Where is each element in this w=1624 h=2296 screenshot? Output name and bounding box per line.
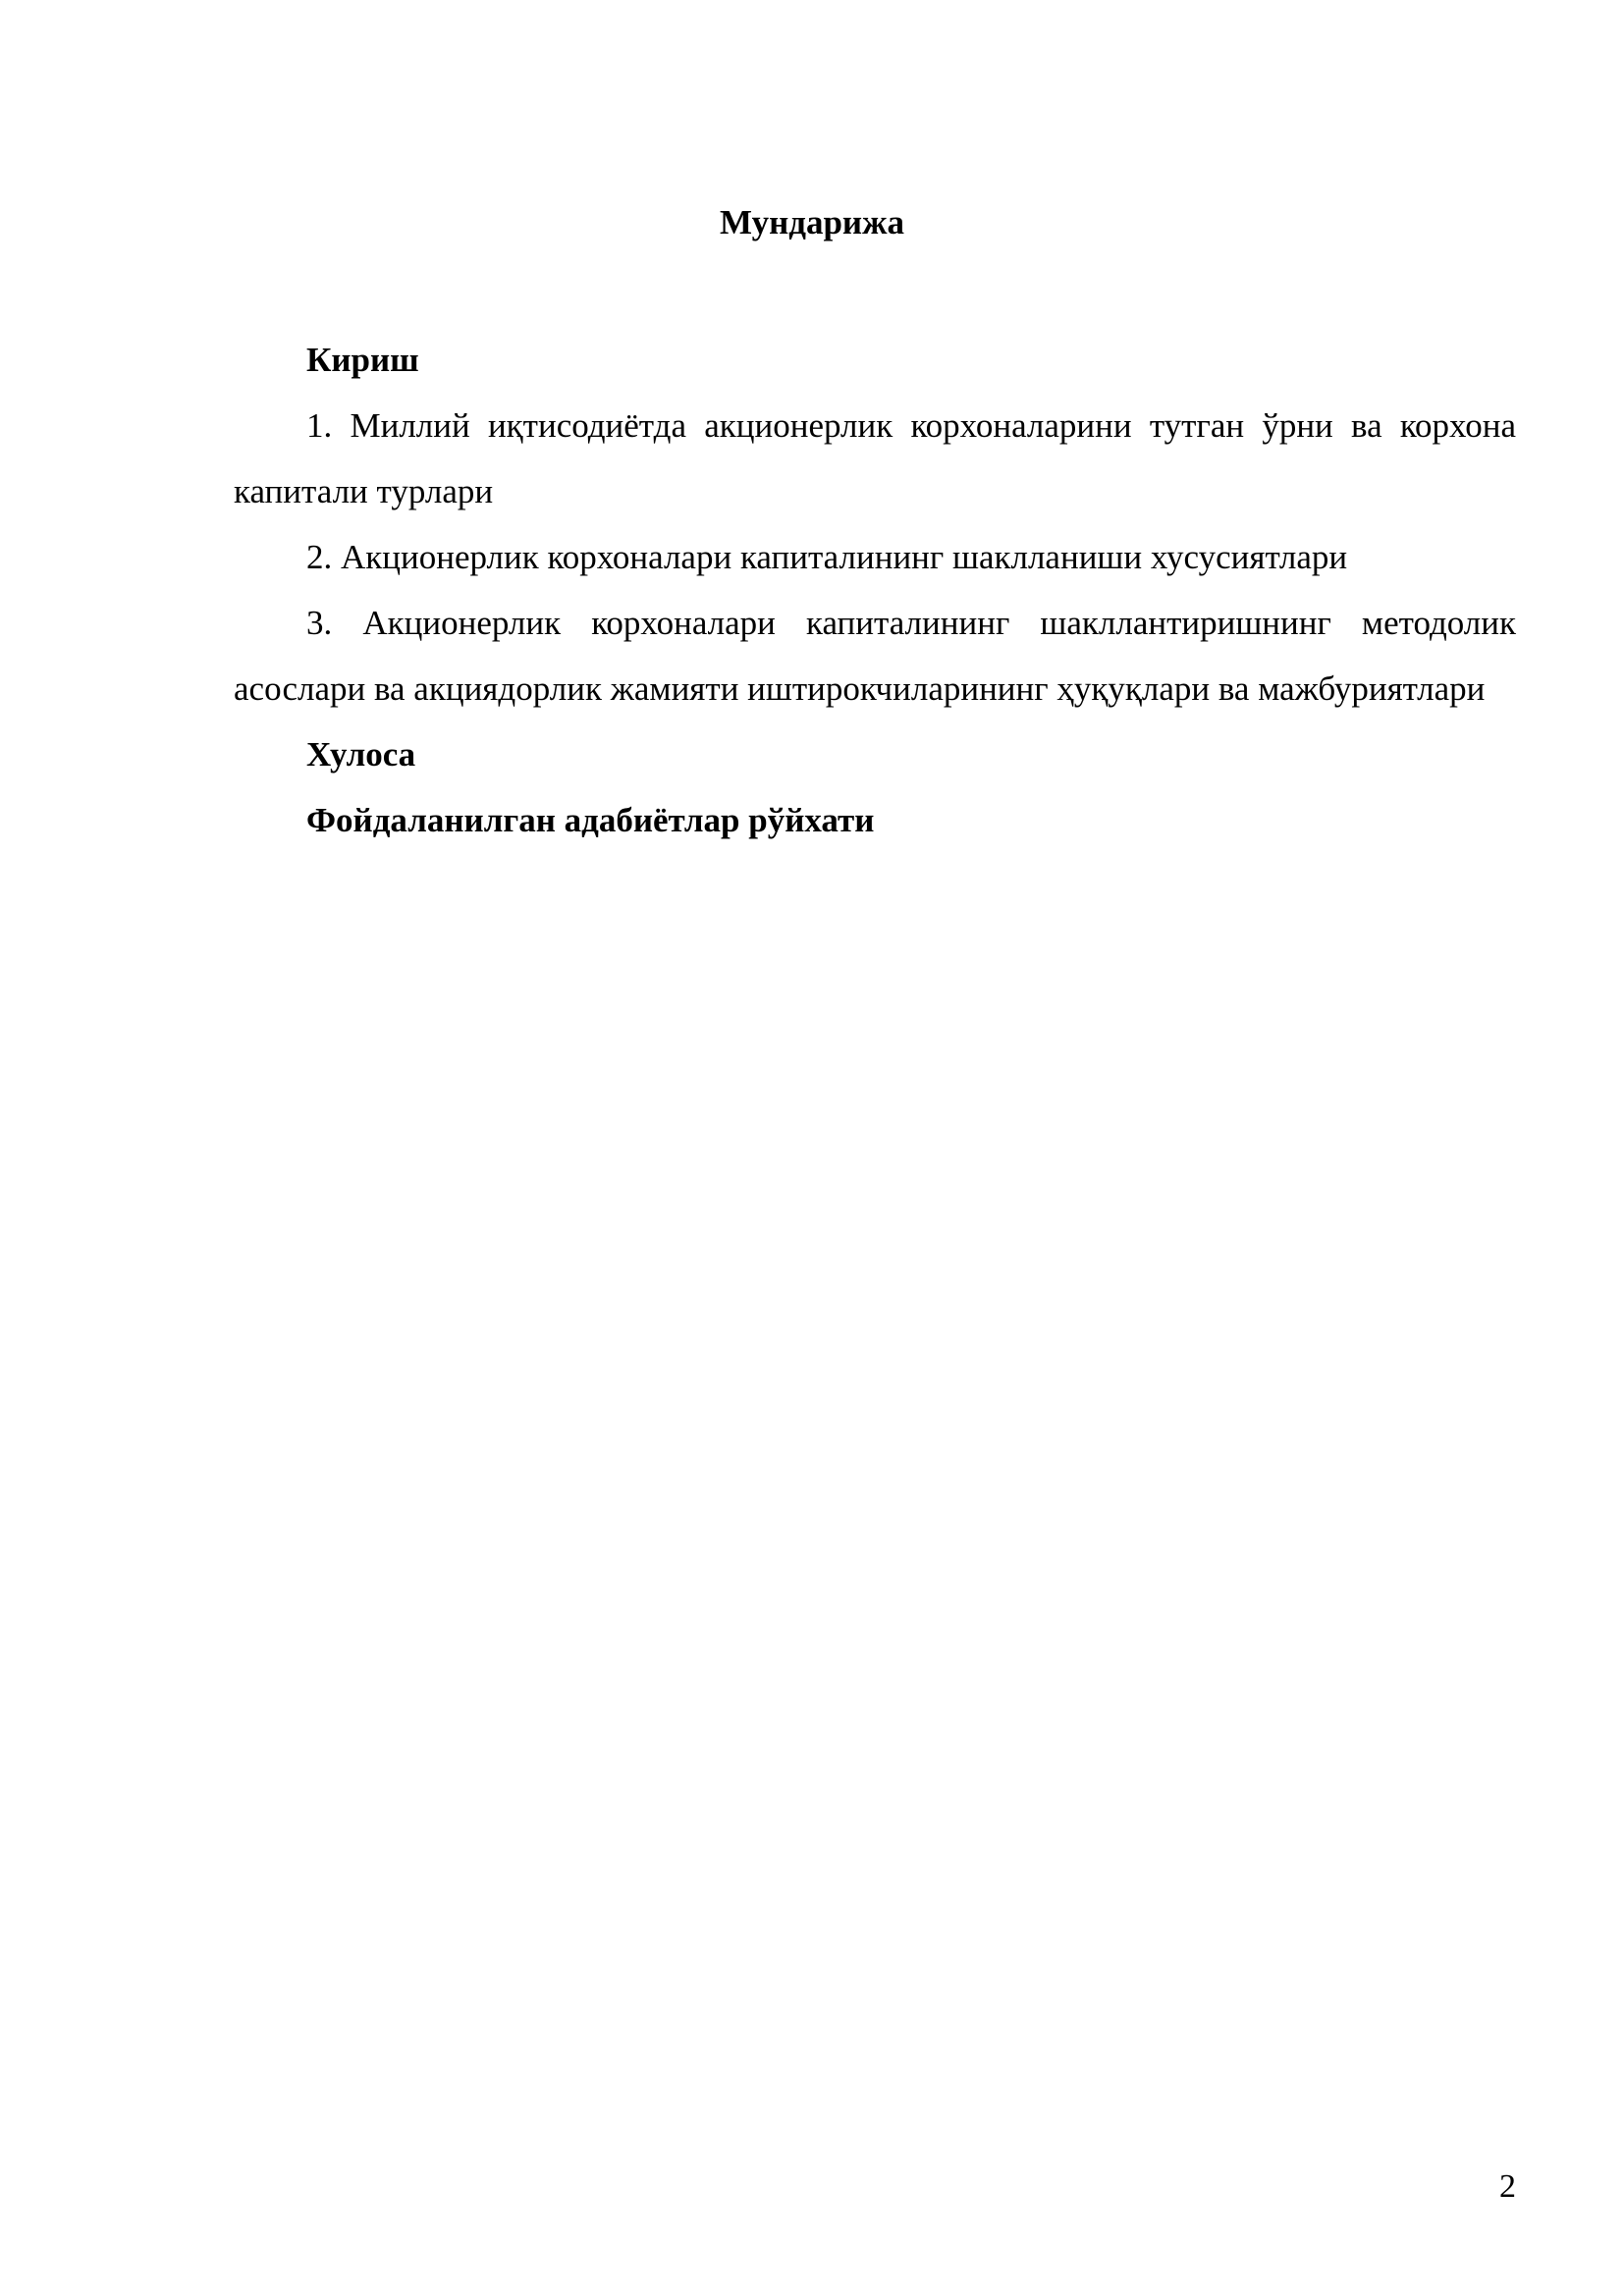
toc-entry-conclusion: Хулоса [306, 735, 416, 774]
toc-entry-chapter-3: 3. Акционерлик корхоналари капиталининг шакллантиришнинг методолик асослари ва акциядорлик жамияти иштирокчиларининг ҳуқуқлари ва мажбуриятлари [234, 604, 1516, 708]
toc-entry-references: Фойдаланилган адабиётлар рўйхати [306, 801, 875, 839]
toc-entry-chapter-1: 1. Миллий иқтисодиётда акционерлик корхоналарини тутган ўрни ва корхона капитали турлари [234, 406, 1516, 510]
page-number: 2 [1499, 2168, 1516, 2205]
page-title: Мундарижа [720, 203, 904, 241]
table-of-contents [234, 327, 1516, 853]
toc-entry-chapter-2: 2. Акционерлик корхоналари капиталининг шаклланиши хусусиятлари [306, 538, 1348, 576]
toc-entry-introduction: Кириш [306, 341, 419, 379]
